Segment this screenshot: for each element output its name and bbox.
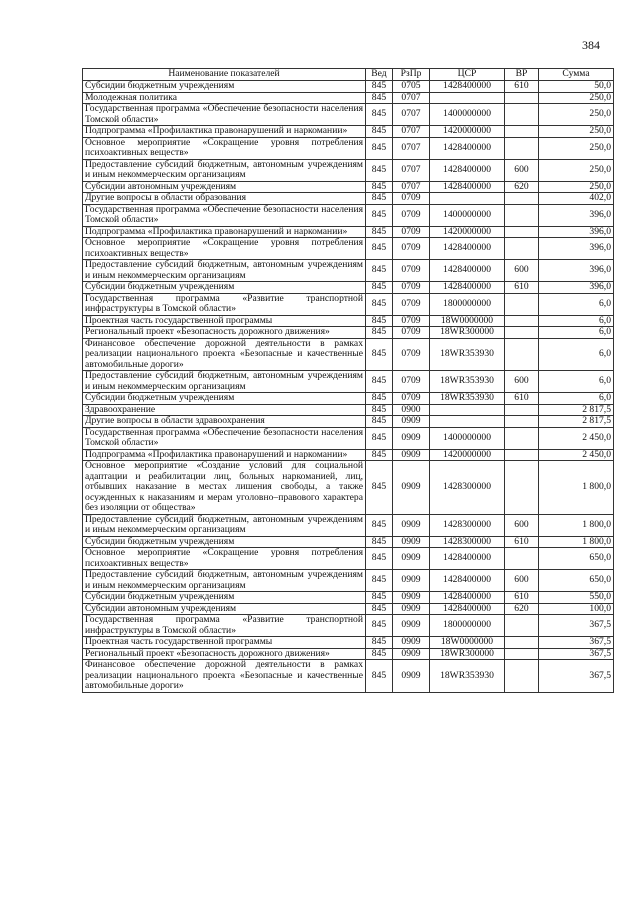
- cell-name: Государственная программа «Обеспечение безопасности населения Томской области»: [83, 204, 366, 226]
- table-row: [83, 126, 614, 138]
- cell-rzpr: 0909: [393, 514, 430, 536]
- cell-ved: 845: [366, 226, 393, 238]
- cell-ved: 845: [366, 514, 393, 536]
- cell-rzpr: 0909: [393, 615, 430, 637]
- cell-ved: 845: [366, 536, 393, 548]
- table-row: [83, 193, 614, 205]
- cell-ved: 845: [366, 315, 393, 327]
- cell-rzpr: 0709: [393, 282, 430, 294]
- cell-ved: 845: [366, 126, 393, 138]
- cell-ved: 845: [366, 238, 393, 260]
- cell-rzpr: 0909: [393, 592, 430, 604]
- cell-vr: 610: [505, 393, 539, 405]
- cell-name: Государственная программа «Обеспечение безопасности населения Томской области»: [83, 427, 366, 449]
- cell-ved: 845: [366, 159, 393, 181]
- cell-csr: 1428300000: [430, 536, 505, 548]
- cell-sum: 250,0: [539, 137, 614, 159]
- cell-sum: 250,0: [539, 159, 614, 181]
- cell-csr: 1428400000: [430, 592, 505, 604]
- cell-csr: 1428400000: [430, 603, 505, 615]
- cell-ved: 845: [366, 204, 393, 226]
- cell-csr: 1420000000: [430, 449, 505, 461]
- table-row: [83, 603, 614, 615]
- cell-name: Предоставление субсидий бюджетным, автономным учреждениям и иным некоммерческим организациям: [83, 371, 366, 393]
- table-row: [83, 449, 614, 461]
- cell-vr: [505, 548, 539, 570]
- cell-vr: [505, 637, 539, 649]
- cell-rzpr: 0705: [393, 81, 430, 93]
- cell-sum: 6,0: [539, 315, 614, 327]
- table-row: [83, 461, 614, 515]
- cell-ved: 845: [366, 416, 393, 428]
- table-row: [83, 548, 614, 570]
- cell-sum: 6,0: [539, 393, 614, 405]
- cell-vr: [505, 660, 539, 693]
- cell-rzpr: 0709: [393, 371, 430, 393]
- cell-csr: 1428300000: [430, 461, 505, 515]
- table-row: [83, 293, 614, 315]
- cell-csr: 18WR353930: [430, 371, 505, 393]
- table-row: [83, 338, 614, 371]
- cell-name: Субсидии бюджетным учреждениям: [83, 536, 366, 548]
- cell-vr: 610: [505, 282, 539, 294]
- table-row: [83, 104, 614, 126]
- cell-csr: 1428400000: [430, 159, 505, 181]
- cell-name: Подпрограмма «Профилактика правонарушений и наркомании»: [83, 226, 366, 238]
- cell-rzpr: 0709: [393, 338, 430, 371]
- cell-sum: 6,0: [539, 371, 614, 393]
- cell-csr: [430, 416, 505, 428]
- cell-name: Основное мероприятие «Сокращение уровня потребления психоактивных веществ»: [83, 548, 366, 570]
- cell-sum: 402,0: [539, 193, 614, 205]
- table-row: [83, 282, 614, 294]
- cell-vr: [505, 427, 539, 449]
- cell-ved: 845: [366, 293, 393, 315]
- cell-name: Основное мероприятие «Создание условий для социальной адаптации и реабилитации лиц, больных наркоманией, лиц, отбывших наказание в местах лишения свободы, а также осужденных к наказаниям и мерам уголовно–правового характера без изоляции от общества»: [83, 461, 366, 515]
- cell-name: Основное мероприятие «Сокращение уровня потребления психоактивных веществ»: [83, 238, 366, 260]
- cell-rzpr: 0909: [393, 570, 430, 592]
- cell-ved: 845: [366, 648, 393, 660]
- table-row: [83, 137, 614, 159]
- table-row: [83, 226, 614, 238]
- cell-rzpr: 0909: [393, 416, 430, 428]
- cell-csr: 1400000000: [430, 204, 505, 226]
- cell-rzpr: 0909: [393, 461, 430, 515]
- cell-name: Субсидии бюджетным учреждениям: [83, 282, 366, 294]
- table-row: [83, 238, 614, 260]
- cell-rzpr: 0909: [393, 637, 430, 649]
- cell-sum: 367,5: [539, 648, 614, 660]
- cell-rzpr: 0909: [393, 449, 430, 461]
- cell-rzpr: 0707: [393, 181, 430, 193]
- cell-name: Предоставление субсидий бюджетным, автономным учреждениям и иным некоммерческим организациям: [83, 570, 366, 592]
- cell-name: Финансовое обеспечение дорожной деятельности в рамках реализации национального проекта «Безопасные и качественные автомобильные дороги»: [83, 660, 366, 693]
- cell-vr: 610: [505, 81, 539, 93]
- cell-vr: 620: [505, 603, 539, 615]
- cell-name: Проектная часть государственной программы: [83, 315, 366, 327]
- header-rzpr: РзПр: [393, 69, 430, 81]
- cell-ved: 845: [366, 260, 393, 282]
- cell-vr: [505, 104, 539, 126]
- cell-vr: [505, 404, 539, 416]
- cell-vr: [505, 226, 539, 238]
- cell-csr: 1428400000: [430, 548, 505, 570]
- cell-rzpr: 0909: [393, 536, 430, 548]
- table-row: [83, 181, 614, 193]
- cell-rzpr: 0909: [393, 603, 430, 615]
- cell-name: Субсидии бюджетным учреждениям: [83, 592, 366, 604]
- header-sum: Сумма: [539, 69, 614, 81]
- table-row: [83, 637, 614, 649]
- cell-vr: [505, 416, 539, 428]
- cell-ved: 845: [366, 327, 393, 339]
- cell-vr: [505, 315, 539, 327]
- cell-vr: [505, 137, 539, 159]
- cell-vr: [505, 293, 539, 315]
- table-row: [83, 536, 614, 548]
- cell-name: Государственная программа «Развитие транспортной инфраструктуры в Томской области»: [83, 293, 366, 315]
- cell-sum: 396,0: [539, 238, 614, 260]
- cell-vr: 600: [505, 514, 539, 536]
- cell-name: Региональный проект «Безопасность дорожного движения»: [83, 327, 366, 339]
- cell-csr: 18W0000000: [430, 637, 505, 649]
- cell-name: Другие вопросы в области образования: [83, 193, 366, 205]
- cell-rzpr: 0709: [393, 204, 430, 226]
- cell-vr: [505, 126, 539, 138]
- cell-csr: 1428400000: [430, 282, 505, 294]
- cell-vr: [505, 193, 539, 205]
- header-ved: Вед: [366, 69, 393, 81]
- header-name: Наименование показателей: [83, 69, 366, 81]
- table-row: [83, 592, 614, 604]
- cell-ved: 845: [366, 615, 393, 637]
- cell-sum: 250,0: [539, 181, 614, 193]
- cell-ved: 845: [366, 548, 393, 570]
- table-row: [83, 393, 614, 405]
- cell-rzpr: 0707: [393, 126, 430, 138]
- cell-csr: [430, 92, 505, 104]
- cell-csr: 1428400000: [430, 81, 505, 93]
- cell-ved: 845: [366, 92, 393, 104]
- table-row: [83, 371, 614, 393]
- cell-ved: 845: [366, 449, 393, 461]
- budget-table: [82, 68, 614, 693]
- cell-csr: 1400000000: [430, 104, 505, 126]
- table-header-row: [83, 69, 614, 81]
- cell-sum: 396,0: [539, 226, 614, 238]
- cell-csr: 18WR353930: [430, 393, 505, 405]
- cell-csr: 1800000000: [430, 615, 505, 637]
- table-row: [83, 570, 614, 592]
- cell-rzpr: 0709: [393, 327, 430, 339]
- cell-name: Предоставление субсидий бюджетным, автономным учреждениям и иным некоммерческим организациям: [83, 159, 366, 181]
- table-row: [83, 260, 614, 282]
- cell-ved: 845: [366, 338, 393, 371]
- cell-name: Предоставление субсидий бюджетным, автономным учреждениям и иным некоммерческим организациям: [83, 514, 366, 536]
- cell-sum: 367,5: [539, 615, 614, 637]
- cell-csr: 1428400000: [430, 181, 505, 193]
- cell-ved: 845: [366, 592, 393, 604]
- cell-name: Субсидии автономным учреждениям: [83, 181, 366, 193]
- cell-csr: [430, 404, 505, 416]
- cell-csr: 1428400000: [430, 238, 505, 260]
- cell-sum: 2 817,5: [539, 416, 614, 428]
- cell-ved: 845: [366, 371, 393, 393]
- cell-csr: 18WR353930: [430, 338, 505, 371]
- table-row: [83, 327, 614, 339]
- cell-vr: [505, 648, 539, 660]
- cell-csr: [430, 193, 505, 205]
- cell-sum: 6,0: [539, 327, 614, 339]
- cell-ved: 845: [366, 461, 393, 515]
- cell-vr: [505, 461, 539, 515]
- cell-name: Проектная часть государственной программы: [83, 637, 366, 649]
- cell-csr: 1428400000: [430, 260, 505, 282]
- cell-csr: 18W0000000: [430, 315, 505, 327]
- cell-csr: 1420000000: [430, 126, 505, 138]
- header-vr: ВР: [505, 69, 539, 81]
- cell-csr: 1400000000: [430, 427, 505, 449]
- cell-name: Основное мероприятие «Сокращение уровня потребления психоактивных веществ»: [83, 137, 366, 159]
- cell-name: Субсидии автономным учреждениям: [83, 603, 366, 615]
- cell-vr: 620: [505, 181, 539, 193]
- cell-vr: 600: [505, 570, 539, 592]
- cell-sum: 250,0: [539, 104, 614, 126]
- table-body: [83, 81, 614, 693]
- cell-ved: 845: [366, 393, 393, 405]
- page-number: 384: [582, 38, 600, 52]
- cell-vr: 600: [505, 260, 539, 282]
- cell-name: Субсидии бюджетным учреждениям: [83, 393, 366, 405]
- table-row: [83, 204, 614, 226]
- cell-sum: 1 800,0: [539, 536, 614, 548]
- cell-sum: 2 450,0: [539, 449, 614, 461]
- table-row: [83, 514, 614, 536]
- cell-rzpr: 0909: [393, 548, 430, 570]
- cell-sum: 367,5: [539, 660, 614, 693]
- cell-vr: [505, 449, 539, 461]
- cell-rzpr: 0709: [393, 393, 430, 405]
- cell-ved: 845: [366, 603, 393, 615]
- cell-vr: [505, 615, 539, 637]
- cell-sum: 100,0: [539, 603, 614, 615]
- cell-rzpr: 0709: [393, 293, 430, 315]
- table-row: [83, 648, 614, 660]
- cell-vr: [505, 327, 539, 339]
- cell-vr: [505, 92, 539, 104]
- cell-ved: 845: [366, 427, 393, 449]
- cell-ved: 845: [366, 282, 393, 294]
- cell-rzpr: 0909: [393, 427, 430, 449]
- table-row: [83, 92, 614, 104]
- cell-csr: 1420000000: [430, 226, 505, 238]
- cell-name: Субсидии бюджетным учреждениям: [83, 81, 366, 93]
- cell-csr: 18WR300000: [430, 327, 505, 339]
- cell-vr: 600: [505, 371, 539, 393]
- cell-sum: 2 450,0: [539, 427, 614, 449]
- cell-rzpr: 0707: [393, 159, 430, 181]
- cell-ved: 845: [366, 404, 393, 416]
- cell-sum: 6,0: [539, 338, 614, 371]
- cell-csr: 1428400000: [430, 570, 505, 592]
- cell-vr: [505, 338, 539, 371]
- table-row: [83, 416, 614, 428]
- cell-sum: 1 800,0: [539, 514, 614, 536]
- table-row: [83, 427, 614, 449]
- table-row: [83, 404, 614, 416]
- cell-ved: 845: [366, 104, 393, 126]
- table-row: [83, 159, 614, 181]
- cell-rzpr: 0909: [393, 648, 430, 660]
- cell-vr: 610: [505, 536, 539, 548]
- cell-ved: 845: [366, 193, 393, 205]
- cell-rzpr: 0900: [393, 404, 430, 416]
- cell-ved: 845: [366, 637, 393, 649]
- cell-sum: 250,0: [539, 126, 614, 138]
- cell-csr: 18WR353930: [430, 660, 505, 693]
- cell-ved: 845: [366, 81, 393, 93]
- cell-ved: 845: [366, 181, 393, 193]
- cell-name: Другие вопросы в области здравоохранения: [83, 416, 366, 428]
- cell-name: Подпрограмма «Профилактика правонарушений и наркомании»: [83, 126, 366, 138]
- table-row: [83, 315, 614, 327]
- cell-rzpr: 0909: [393, 660, 430, 693]
- cell-sum: 396,0: [539, 204, 614, 226]
- cell-sum: 396,0: [539, 282, 614, 294]
- cell-rzpr: 0707: [393, 137, 430, 159]
- cell-vr: [505, 204, 539, 226]
- cell-csr: 1428300000: [430, 514, 505, 536]
- cell-ved: 845: [366, 570, 393, 592]
- cell-rzpr: 0709: [393, 193, 430, 205]
- cell-name: Государственная программа «Обеспечение безопасности населения Томской области»: [83, 104, 366, 126]
- cell-sum: 6,0: [539, 293, 614, 315]
- cell-rzpr: 0709: [393, 238, 430, 260]
- cell-sum: 550,0: [539, 592, 614, 604]
- cell-sum: 250,0: [539, 92, 614, 104]
- cell-sum: 396,0: [539, 260, 614, 282]
- cell-sum: 1 800,0: [539, 461, 614, 515]
- cell-rzpr: 0709: [393, 260, 430, 282]
- cell-rzpr: 0709: [393, 315, 430, 327]
- cell-name: Финансовое обеспечение дорожной деятельности в рамках реализации национального проекта «Безопасные и качественные автомобильные дороги»: [83, 338, 366, 371]
- cell-name: Здравоохранение: [83, 404, 366, 416]
- cell-sum: 650,0: [539, 570, 614, 592]
- cell-rzpr: 0709: [393, 226, 430, 238]
- table-row: [83, 81, 614, 93]
- cell-ved: 845: [366, 660, 393, 693]
- cell-sum: 650,0: [539, 548, 614, 570]
- cell-vr: 610: [505, 592, 539, 604]
- cell-ved: 845: [366, 137, 393, 159]
- cell-sum: 367,5: [539, 637, 614, 649]
- cell-rzpr: 0707: [393, 104, 430, 126]
- cell-name: Предоставление субсидий бюджетным, автономным учреждениям и иным некоммерческим организациям: [83, 260, 366, 282]
- cell-csr: 18WR300000: [430, 648, 505, 660]
- table-row: [83, 615, 614, 637]
- cell-vr: 600: [505, 159, 539, 181]
- cell-name: Молодежная политика: [83, 92, 366, 104]
- cell-name: Подпрограмма «Профилактика правонарушений и наркомании»: [83, 449, 366, 461]
- cell-csr: 1800000000: [430, 293, 505, 315]
- cell-name: Государственная программа «Развитие транспортной инфраструктуры в Томской области»: [83, 615, 366, 637]
- header-csr: ЦСР: [430, 69, 505, 81]
- cell-name: Региональный проект «Безопасность дорожного движения»: [83, 648, 366, 660]
- table-row: [83, 660, 614, 693]
- cell-rzpr: 0707: [393, 92, 430, 104]
- cell-vr: [505, 238, 539, 260]
- cell-sum: 2 817,5: [539, 404, 614, 416]
- cell-sum: 50,0: [539, 81, 614, 93]
- cell-csr: 1428400000: [430, 137, 505, 159]
